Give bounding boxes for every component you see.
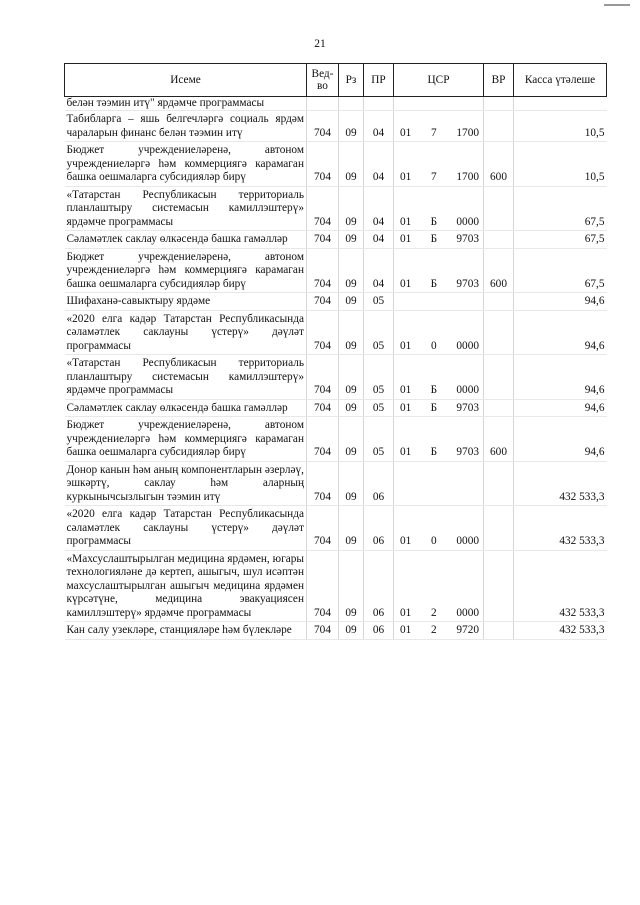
table-row xyxy=(65,186,607,231)
row-csr-c1: 01 xyxy=(400,446,412,458)
row-vr xyxy=(484,550,514,622)
table-row xyxy=(65,506,607,551)
table-body xyxy=(65,97,607,640)
row-pr: 05 xyxy=(364,293,394,311)
row-vr xyxy=(484,506,514,551)
row-rz: 09 xyxy=(339,293,364,311)
row-rz: 09 xyxy=(339,417,364,462)
row-csr-c3: 1700 xyxy=(456,126,479,139)
row-pr: 04 xyxy=(364,231,394,249)
row-ved: 704 xyxy=(307,142,339,187)
row-csr xyxy=(394,399,484,417)
row-name: Кан салу узекләре, станцияләре һәм бүлекләре xyxy=(65,622,307,640)
row-csr-c2: Б xyxy=(430,446,438,458)
row-amount: 432 533,3 xyxy=(514,550,607,622)
row-csr-c2: 0 xyxy=(431,339,437,352)
row-csr-c1: 01 xyxy=(400,277,412,290)
row-vr xyxy=(484,461,514,506)
row-csr-c3: 9720 xyxy=(456,624,479,636)
row-ved: 704 xyxy=(307,186,339,231)
row-amount: 94,6 xyxy=(514,310,607,355)
header-ved: Вед-во xyxy=(307,64,339,97)
row-name: Бюджет учреждениеләренә, автоном учреждениеләргә һәм коммерциягә карамаган башка оешмаларга субсидияләр бирү xyxy=(65,417,307,462)
row-csr xyxy=(394,142,484,187)
row-pr: 06 xyxy=(364,461,394,506)
row-csr-c1: 01 xyxy=(400,171,412,183)
row-pr: 04 xyxy=(364,111,394,142)
table-row xyxy=(65,622,607,640)
header-csr: ЦСР xyxy=(394,64,484,97)
row-name: «2020 елга кадәр Татарстан Республикасында сәламәтлек саклауны үстерү» дәүләт программасы xyxy=(65,506,307,551)
row-pr: 05 xyxy=(364,417,394,462)
row-vr xyxy=(484,231,514,249)
row-rz: 09 xyxy=(339,622,364,640)
row-name: Сәламәтлек саклау өлкәсендә башка гамәлләр xyxy=(65,399,307,417)
row-rz: 09 xyxy=(339,111,364,142)
page-number: 21 xyxy=(314,38,326,50)
row-pr: 06 xyxy=(364,506,394,551)
row-csr-c2: 7 xyxy=(431,171,437,183)
row-ved: 704 xyxy=(307,399,339,417)
scan-corner-mark xyxy=(604,4,630,9)
row-ved: 704 xyxy=(307,248,339,293)
row-csr-c3: 9703 xyxy=(456,446,479,458)
row-csr xyxy=(394,111,484,142)
row-rz: 09 xyxy=(339,231,364,249)
row-csr xyxy=(394,355,484,400)
table-row xyxy=(65,550,607,622)
row-csr-c1: 01 xyxy=(400,624,412,636)
row-amount: 67,5 xyxy=(514,186,607,231)
row-ved: 704 xyxy=(307,622,339,640)
row-ved: 704 xyxy=(307,550,339,622)
row-csr-c1: 01 xyxy=(400,384,412,396)
row-vr: 600 xyxy=(484,142,514,187)
row-csr-c2: Б xyxy=(430,277,438,290)
row-name: «Махсуслаштырылган медицина ярдәмен, югары технологияләне дә кертеп, ашыгыч, шул исәптән махсуслаштырылган ашыгыч медицина ярдәмен күрсәтүне, медицина эвакуациясен камиллэштерү» ярдәмче программасы xyxy=(65,550,307,622)
row-csr-c3: 9703 xyxy=(456,277,479,290)
row-amount: 432 533,3 xyxy=(514,506,607,551)
row-vr xyxy=(484,622,514,640)
header-rz: Рз xyxy=(339,64,364,97)
row-csr xyxy=(394,293,484,311)
row-csr-c3: 1700 xyxy=(456,171,479,183)
row-rz: 09 xyxy=(339,142,364,187)
row-pr: 04 xyxy=(364,248,394,293)
row-amount: 94,6 xyxy=(514,355,607,400)
row-ved: 704 xyxy=(307,506,339,551)
row-csr xyxy=(394,248,484,293)
row-name: «Татарстан Республикасын территориаль планлаштыру системасын камиллэштерү» ярдәмче программасы xyxy=(65,186,307,231)
row-pr: 04 xyxy=(364,142,394,187)
header-name: Исеме xyxy=(65,64,307,97)
row-csr xyxy=(394,506,484,551)
continuation-row xyxy=(65,97,607,111)
header-amount: Касса үтәлеше xyxy=(514,64,607,97)
table-header-row xyxy=(65,64,607,97)
row-pr: 05 xyxy=(364,399,394,417)
row-rz: 09 xyxy=(339,355,364,400)
row-csr-c1: 01 xyxy=(400,606,412,619)
row-csr-c3: 0000 xyxy=(456,339,479,352)
row-ved: 704 xyxy=(307,417,339,462)
row-name: Шифаханә-савыктыру ярдәме xyxy=(65,293,307,311)
row-vr xyxy=(484,186,514,231)
row-ved: 704 xyxy=(307,310,339,355)
row-rz: 09 xyxy=(339,186,364,231)
header-vr: ВР xyxy=(484,64,514,97)
table-row xyxy=(65,293,607,311)
row-csr-c1: 01 xyxy=(400,233,412,245)
row-csr-c3: 0000 xyxy=(456,384,479,396)
row-csr-c1: 01 xyxy=(400,401,412,414)
row-csr-c2: 2 xyxy=(431,624,437,636)
row-csr-c1: 01 xyxy=(400,535,412,547)
row-pr: 05 xyxy=(364,355,394,400)
row-csr xyxy=(394,186,484,231)
row-amount: 94,6 xyxy=(514,293,607,311)
row-csr-c2: 7 xyxy=(431,126,437,139)
row-name: Табибларга – яшь белгечләргә социаль ярдәм чараларын финанс белән тәэмин итү xyxy=(65,111,307,142)
row-csr-c1: 01 xyxy=(400,339,412,352)
table-row xyxy=(65,142,607,187)
row-amount: 10,5 xyxy=(514,111,607,142)
row-amount: 10,5 xyxy=(514,142,607,187)
row-csr-c2: Б xyxy=(430,215,438,228)
row-rz: 09 xyxy=(339,506,364,551)
row-csr-c2: 0 xyxy=(431,535,437,547)
row-rz: 09 xyxy=(339,550,364,622)
table-row xyxy=(65,355,607,400)
row-amount: 67,5 xyxy=(514,231,607,249)
row-pr: 06 xyxy=(364,622,394,640)
row-vr xyxy=(484,310,514,355)
continuation-text: белән тәэмин итү" ярдәмче программасы xyxy=(65,97,307,111)
budget-table xyxy=(64,63,607,640)
row-pr: 04 xyxy=(364,186,394,231)
row-rz: 09 xyxy=(339,399,364,417)
row-name: «2020 елга кадәр Татарстан Республикасында сәламәтлек саклауны үстерү» дәүләт программасы xyxy=(65,310,307,355)
table-row xyxy=(65,310,607,355)
row-rz: 09 xyxy=(339,248,364,293)
row-amount: 432 533,3 xyxy=(514,461,607,506)
row-name: Бюджет учреждениеләренә, автоном учреждениеләргә һәм коммерциягә карамаган башка оешмаларга субсидияләр бирү xyxy=(65,142,307,187)
row-csr-c3: 9703 xyxy=(456,401,479,414)
row-amount: 94,6 xyxy=(514,417,607,462)
row-vr xyxy=(484,293,514,311)
row-rz: 09 xyxy=(339,310,364,355)
row-name: Сәламәтлек саклау өлкәсендә башка гамәлләр xyxy=(65,231,307,249)
row-ved: 704 xyxy=(307,111,339,142)
table-row xyxy=(65,231,607,249)
row-csr-c2: Б xyxy=(430,401,438,414)
row-name: Донор канын һәм аның компонентларын әзерләү, эшкәртү, саклау һәм аларның куркынычсызлыгын тәэмин итү xyxy=(65,461,307,506)
row-csr xyxy=(394,461,484,506)
row-csr xyxy=(394,550,484,622)
table-row xyxy=(65,399,607,417)
row-csr-c1: 01 xyxy=(400,126,412,139)
row-vr xyxy=(484,355,514,400)
row-pr: 06 xyxy=(364,550,394,622)
table-row xyxy=(65,111,607,142)
row-csr-c3: 0000 xyxy=(456,606,479,619)
row-amount: 67,5 xyxy=(514,248,607,293)
row-csr xyxy=(394,417,484,462)
row-csr xyxy=(394,622,484,640)
row-name: Бюджет учреждениеләренә, автоном учреждениеләргә һәм коммерциягә карамаган башка оешмаларга субсидияләр бирү xyxy=(65,248,307,293)
row-amount: 432 533,3 xyxy=(514,622,607,640)
row-vr xyxy=(484,399,514,417)
table-row xyxy=(65,417,607,462)
row-ved: 704 xyxy=(307,293,339,311)
table-row xyxy=(65,248,607,293)
row-pr: 05 xyxy=(364,310,394,355)
row-csr-c2: 2 xyxy=(431,606,437,619)
row-name: «Татарстан Республикасын территориаль планлаштыру системасын камиллэштерү» ярдәмче программасы xyxy=(65,355,307,400)
header-pr: ПР xyxy=(364,64,394,97)
row-csr-c2: Б xyxy=(430,384,438,396)
row-vr: 600 xyxy=(484,417,514,462)
row-vr xyxy=(484,111,514,142)
row-rz: 09 xyxy=(339,461,364,506)
row-csr-c3: 0000 xyxy=(456,215,479,228)
row-amount: 94,6 xyxy=(514,399,607,417)
row-csr-c3: 9703 xyxy=(456,233,479,245)
row-csr-c1: 01 xyxy=(400,215,412,228)
table-row xyxy=(65,461,607,506)
row-csr-c3: 0000 xyxy=(456,535,479,547)
row-ved: 704 xyxy=(307,461,339,506)
row-csr xyxy=(394,310,484,355)
row-csr-c2: Б xyxy=(430,233,438,245)
row-vr: 600 xyxy=(484,248,514,293)
row-ved: 704 xyxy=(307,231,339,249)
row-csr xyxy=(394,231,484,249)
row-ved: 704 xyxy=(307,355,339,400)
